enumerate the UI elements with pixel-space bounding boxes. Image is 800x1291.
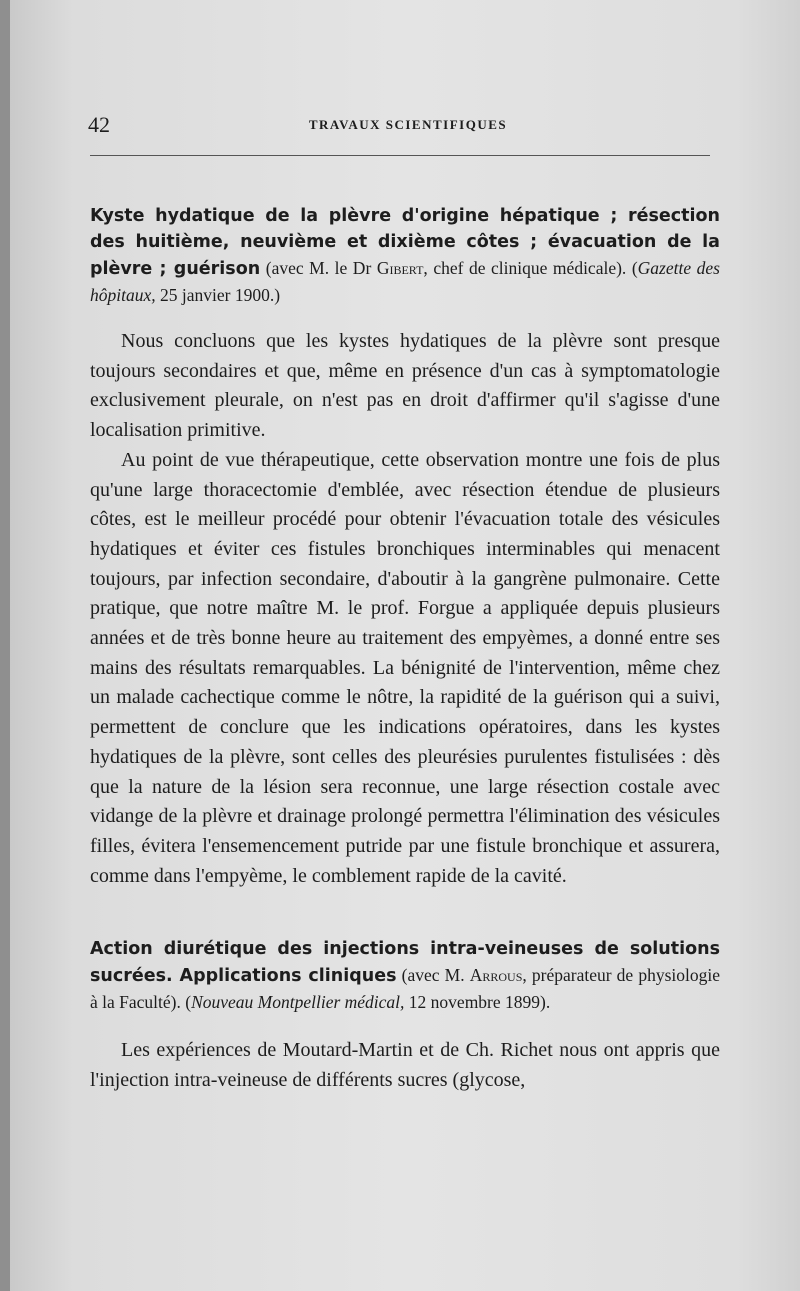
entry-details-1: (avec M. le Dr Gibert, chef de clinique médicale). (Gazette des hôpitaux, 25 janvier 1900.): [90, 258, 720, 305]
publication-date-2: 12 novembre 1899).: [404, 992, 551, 1013]
entry-heading-2: [90, 936, 720, 1016]
entry-title-1: Kyste hydatique de la plèvre d'origine hépatique ; résection des huitième, neuvième et dixième côtes ; évacuation de la plèvre ; guérison: [90, 206, 720, 279]
entry-heading-1: [90, 203, 720, 309]
paragraph: Les expériences de Moutard-Martin et de Ch. Richet nous ont appris que l'injection intra-veineuse de différents sucres (glycose,: [90, 1039, 720, 1092]
collaborator-name-1: Gibert: [376, 258, 424, 278]
header-rule: [90, 155, 710, 156]
entry-title-2: Action diurétique des injections intra-veineuses de solutions sucrées. Applications cliniques: [90, 939, 720, 987]
entry-details-2: (avec M. Arrous, préparateur de physiologie à la Faculté). (Nouveau Montpellier médical, 12 novembre 1899).: [90, 965, 720, 1013]
journal-name-1: Gazette des hôpitaux,: [90, 258, 720, 305]
paragraph: Au point de vue thérapeutique, cette observation montre une fois de plus qu'une large thoracectomie d'emblée, avec résection étendue de plusieurs côtes, est le meilleur procédé pour obtenir l'évacuation totale des vésicules hydatiques et éviter ces fistules bronchiques interminables qui menacent toujours, par infection secondaire, d'aboutir à la gangrène pulmonaire. Cette pratique, que notre maître M. le prof. Forgue a appliquée depuis plusieurs années et de très bonne heure au traitement des empyèmes, a donné entre ses mains des résultats remarquables. La bénignité de l'intervention, même chez un malade cachectique comme le nôtre, la rapidité de la guérison qui a suivi, permettent de conclure que les indications opératoires, dans les kystes hydatiques de la plèvre, sont celles des pleurésies purulentes fistulisées : dès que la nature de la lésion sera reconnue, une large résection costale avec vidange de la plèvre et drainage prolongé permettra l'élimination des vésicules filles, évitera l'ensemencement putride par une fistule bronchique et assurera, comme dans l'empyème, le comblement rapide de la cavité.: [90, 448, 720, 887]
document-page: [10, 0, 800, 1291]
page-body: [90, 203, 720, 1096]
publication-date-1: 25 janvier 1900.): [155, 285, 281, 305]
paragraph: Nous concluons que les kystes hydatiques de la plèvre sont presque toujours secondaires et que, même en présence d'un cas à symptomatologie exclusivement pleurale, on n'est pas en droit d'affirmer qu'il s'agisse d'une localisation primitive.: [90, 330, 720, 442]
page-number: 42: [88, 112, 110, 137]
journal-name-2: Nouveau Montpellier médical,: [191, 992, 405, 1013]
collaborator-name-2: Arrous: [469, 965, 523, 986]
running-title: TRAVAUX SCIENTIFIQUES: [308, 117, 508, 132]
running-header: [88, 112, 728, 136]
